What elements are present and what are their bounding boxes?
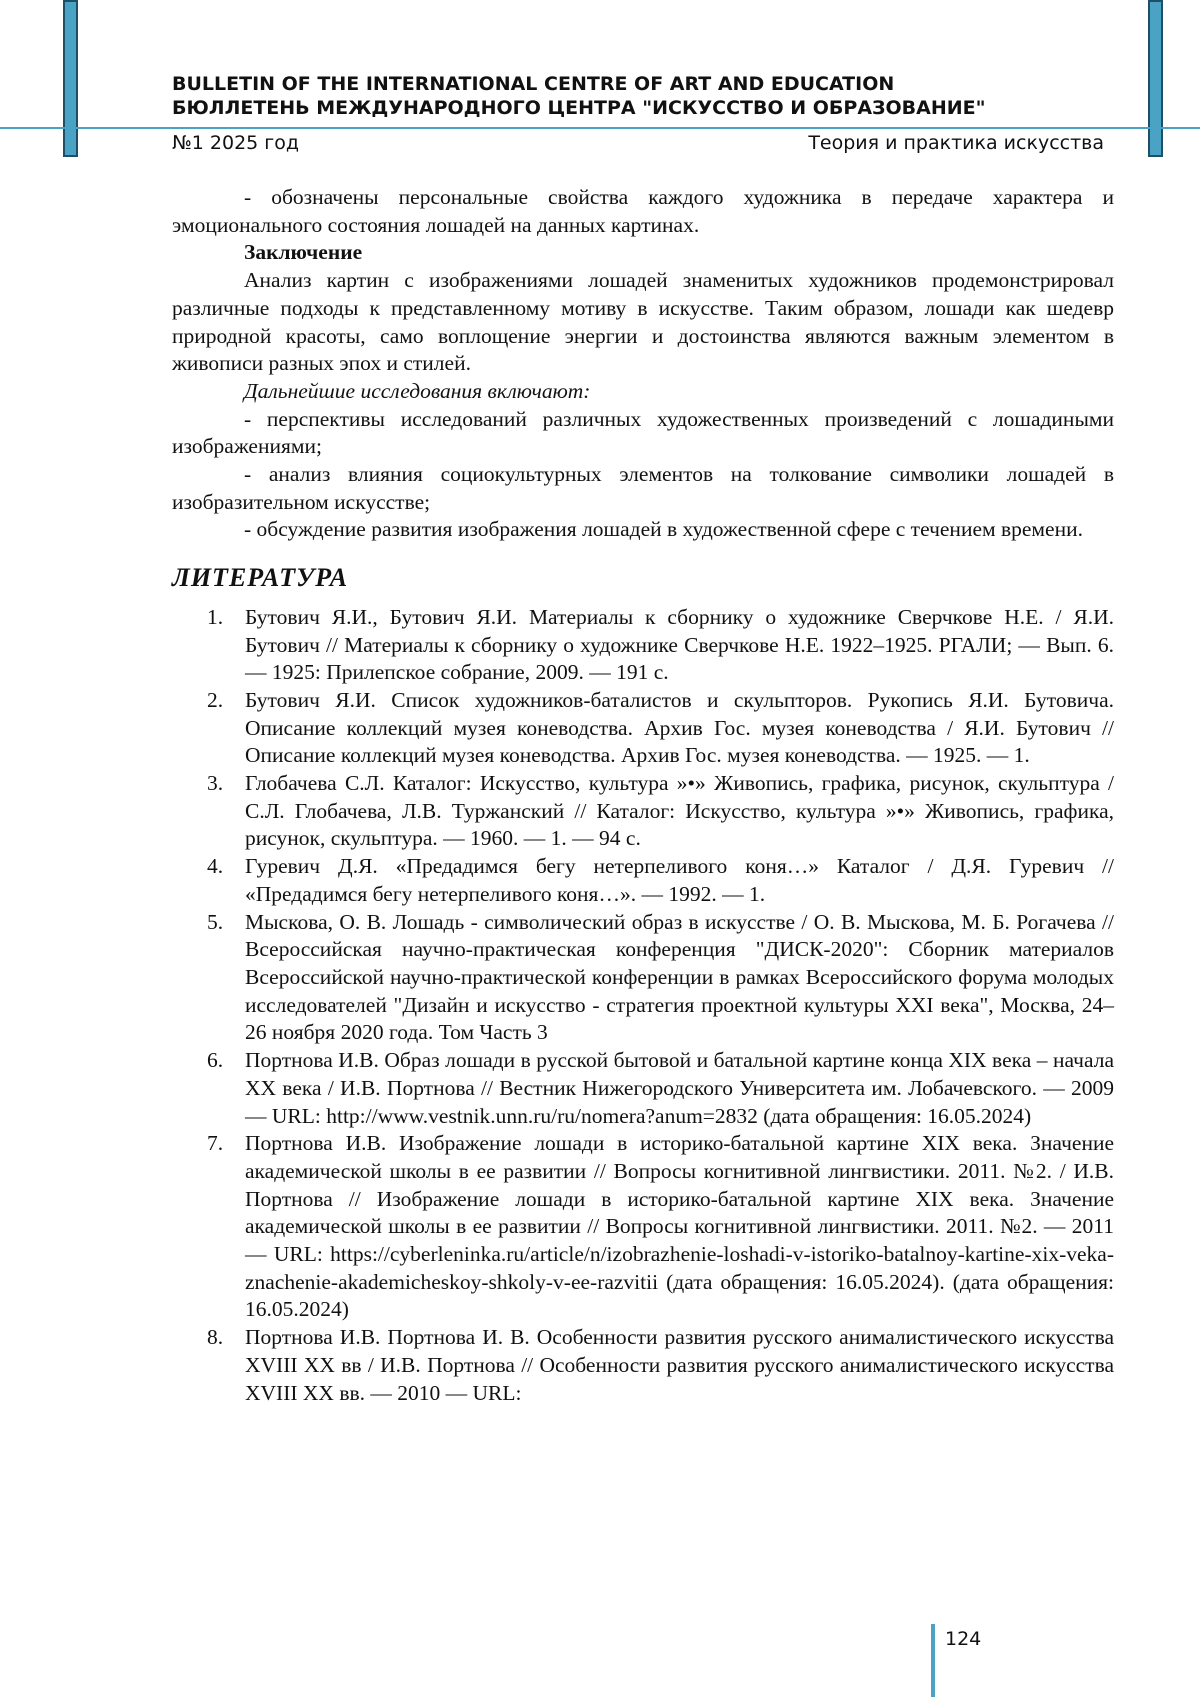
reference-text: Гуревич Д.Я. «Предадимся бегу нетерпеливого коня…» Каталог / Д.Я. Гуревич // «Предадимся бегу нетерпеливого коня…». — 1992. — 1. — [245, 854, 1114, 906]
issue-label: №1 2025 год — [172, 132, 300, 154]
reference-text: Глобачева С.Л. Каталог: Искусство, культура »•» Живопись, графика, рисунок, скульптура / С.Л. Глобачева, Л.В. Туржанский // Каталог: Искусство, культура »•» Живопись, графика, рисунок, скульптура. — 1960. — 1. — 94 с. — [245, 771, 1114, 851]
reference-text: Бутович Я.И. Список художников-баталистов и скульпторов. Рукопись Я.И. Бутовича. Описание коллекций музея коневодства. Архив Гос. музея коневодства / Я.И. Бутович // Описание коллекций музея коневодства. Архив Гос. музея коневодства. — 1925. — 1. — [245, 687, 1114, 768]
header-rule — [0, 127, 1200, 129]
reference-number: 4. — [207, 854, 224, 879]
conclusion-heading: Заключение — [244, 240, 363, 265]
page-number: 124 — [945, 1628, 982, 1650]
reference-number: 1. — [207, 604, 224, 629]
article-body — [172, 184, 1114, 1407]
reference-text: Мыскова, О. В. Лошадь - символический образ в искусстве / О. В. Мыскова, М. Б. Рогачева // Всероссийская научно-практическая конференция "ДИСК-2020": Сборник материалов Всероссийской научно-практической конференции в рамках Всероссийского форума молодых исследователей "Дизайн и искусство - стратегия проектной культуры XXI века", Москва, 24–26 ноября 2020 года. Том Часть 3 — [245, 909, 1114, 1045]
journal-title-ru: БЮЛЛЕТЕНЬ МЕЖДУНАРОДНОГО ЦЕНТРА "ИСКУССТВО И ОБРАЗОВАНИЕ" — [172, 97, 986, 119]
literature-heading: ЛИТЕРАТУРА — [172, 563, 349, 593]
right-decor-bar — [1148, 0, 1163, 157]
reference-item — [207, 853, 1114, 908]
reference-item — [207, 1047, 1114, 1130]
further-research-heading: Дальнейшие исследования включают: — [244, 378, 591, 403]
left-decor-bar — [63, 0, 78, 157]
reference-number: 7. — [207, 1131, 224, 1156]
reference-list — [172, 604, 1114, 1407]
reference-item — [207, 1324, 1114, 1407]
reference-item — [207, 770, 1114, 853]
reference-item — [207, 1130, 1114, 1324]
bullet-paragraph: - обозначены персональные свойства каждого художника в передаче характера и эмоционального состояния лошадей на данных картинах. — [172, 185, 1114, 237]
journal-title-en: BULLETIN OF THE INTERNATIONAL CENTRE OF ART AND EDUCATION — [172, 73, 895, 95]
reference-number: 5. — [207, 909, 224, 934]
reference-item — [207, 909, 1114, 1048]
reference-number: 6. — [207, 1048, 224, 1073]
research-item-2: - анализ влияния социокультурных элементов на толкование символики лошадей в изобразительном искусстве; — [172, 462, 1114, 514]
reference-text: Портнова И.В. Портнова И. В. Особенности развития русского анималистического искусства XVIII XX вв / И.В. Портнова // Особенности развития русского анималистического искусства XVIII XX вв. — 2010 — URL: — [245, 1325, 1114, 1405]
reference-item — [207, 687, 1114, 770]
conclusion-paragraph: Анализ картин с изображениями лошадей знаменитых художников продемонстрировал различные подходы к представленному мотиву в искусстве. Таким образом, лошади как шедевр природной красоты, само воплощение энергии и достоинства являются важным элементом в живописи разных эпох и стилей. — [172, 268, 1114, 376]
reference-number: 8. — [207, 1325, 224, 1350]
research-item-3: - обсуждение развития изображения лошадей в художественной сфере с течением времени. — [244, 517, 1083, 542]
journal-title — [172, 72, 986, 120]
reference-number: 3. — [207, 771, 224, 796]
reference-text: Портнова И.В. Изображение лошади в историко-батальной картине XIX века. Значение академической школы в ее развитии // Вопросы когнитивной лингвистики. 2011. №2. / И.В. Портнова // Изображение лошади в историко-батальной картине XIX века. Значение академической школы в ее развитии // Вопросы когнитивной лингвистики. 2011. №2. — 2011 — URL: https://cyberleninka.ru/article/n/izobrazhenie-loshadi-v-istoriko-batalnoy-kartine-xix-veka-znachenie-akademicheskoy-shkoly-v-ee-razvitii (дата обращения: 16.05.2024). (дата обращения: 16.05.2024) — [245, 1131, 1114, 1322]
reference-text: Портнова И.В. Образ лошади в русской бытовой и батальной картине конца XIX века – начала XX века / И.В. Портнова // Вестник Нижегородского Университета им. Лобачевского. — 2009 — URL: http://www.vestnik.unn.ru/ru/nomera?anum=2832 (дата обращения: 16.05.2024) — [245, 1048, 1114, 1128]
research-item-1: - перспективы исследований различных художественных произведений с лошадиными изображениями; — [172, 406, 1114, 459]
reference-item — [207, 604, 1114, 687]
page-number-bar — [931, 1624, 935, 1697]
reference-text: Бутович Я.И., Бутович Я.И. Материалы к сборнику о художнике Сверчкове Н.Е. / Я.И. Бутович // Материалы к сборнику о художнике Сверчкове Н.Е. 1922–1925. РГАЛИ; — Вып. 6. — 1925: Прилепское собрание, 2009. — 191 с. — [245, 604, 1114, 685]
section-label: Теория и практика искусства — [808, 132, 1104, 154]
reference-number: 2. — [207, 687, 224, 712]
